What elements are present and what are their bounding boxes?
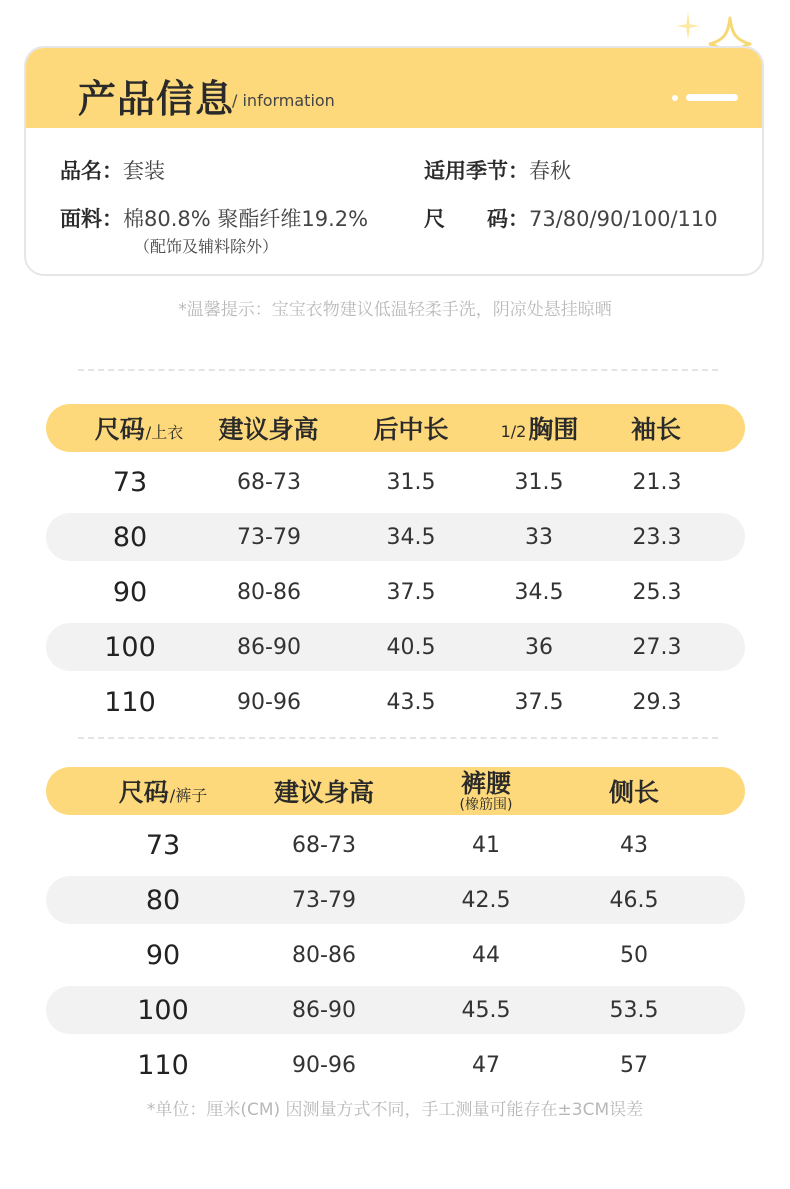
value-cell: 31.5 (514, 469, 564, 495)
divider (78, 369, 718, 371)
value-cell: 25.3 (632, 579, 682, 605)
product-name-label: 品名： (60, 159, 123, 183)
fabric-row (60, 203, 368, 233)
value-cell: 90-96 (237, 689, 301, 715)
size-cell: 110 (137, 1049, 189, 1081)
value-cell: 34.5 (386, 524, 436, 550)
value-cell: 31.5 (386, 469, 436, 495)
pants-table-header (46, 767, 745, 815)
sizes-value: 73/80/90/100/110 (529, 207, 718, 231)
product-name-row (60, 155, 165, 185)
table-row (46, 986, 745, 1034)
care-tip: *温馨提示：宝宝衣物建议低温轻柔手洗，阴凉处悬挂晾晒 (178, 300, 612, 320)
product-name-value: 套装 (123, 159, 165, 183)
value-cell: 43 (620, 832, 648, 858)
value-cell: 47 (472, 1052, 500, 1078)
value-cell: 36 (525, 634, 553, 660)
table-row (46, 876, 745, 924)
size-cell: 100 (137, 994, 189, 1026)
header-height: 建议身高 (218, 415, 319, 444)
header-size-suffix: /裤子 (169, 785, 208, 805)
header-dot (672, 95, 678, 101)
value-cell: 80-86 (237, 579, 301, 605)
size-cell: 80 (145, 884, 181, 916)
value-cell: 43.5 (386, 689, 436, 715)
header-waist (426, 767, 546, 815)
header-size-label: 尺码 (94, 415, 145, 444)
table-row (46, 1041, 745, 1089)
header-waist-note: (橡筋围) (459, 796, 513, 813)
size-cell: 110 (104, 686, 156, 718)
value-cell: 57 (620, 1052, 648, 1078)
value-cell: 40.5 (386, 634, 436, 660)
season-value: 春秋 (529, 159, 571, 183)
size-cell: 90 (112, 576, 148, 608)
value-cell: 29.3 (632, 689, 682, 715)
value-cell: 23.3 (632, 524, 682, 550)
header-size (64, 404, 214, 452)
top-table-header (46, 404, 745, 452)
value-cell: 68-73 (237, 469, 301, 495)
header-side-length: 侧长 (608, 778, 659, 807)
value-cell: 44 (472, 942, 500, 968)
season-label: 适用季节： (424, 159, 529, 183)
value-cell: 86-90 (292, 997, 356, 1023)
header-size-label: 尺码 (118, 778, 169, 807)
size-cell: 90 (145, 939, 181, 971)
product-info-subtitle: / information (232, 91, 335, 110)
divider (78, 737, 718, 739)
table-row (46, 931, 745, 979)
value-cell: 80-86 (292, 942, 356, 968)
header-chest-label: 胸围 (528, 415, 579, 444)
header-chest (469, 404, 609, 452)
fabric-note: （配饰及辅料除外） (134, 237, 279, 256)
table-row (46, 678, 745, 726)
size-cell: 73 (145, 829, 181, 861)
header-size-suffix: /上衣 (145, 422, 184, 442)
value-cell: 21.3 (632, 469, 682, 495)
value-cell: 46.5 (609, 887, 659, 913)
value-cell: 34.5 (514, 579, 564, 605)
table-row (46, 458, 745, 506)
value-cell: 27.3 (632, 634, 682, 660)
header-height: 建议身高 (273, 778, 374, 807)
header-waist-label: 裤腰 (460, 768, 511, 798)
header-chest-fraction: 1/2 (500, 421, 527, 441)
size-cell: 100 (104, 631, 156, 663)
table-row (46, 568, 745, 616)
value-cell: 37.5 (386, 579, 436, 605)
value-cell: 45.5 (461, 997, 511, 1023)
product-info-card (24, 46, 764, 276)
value-cell: 73-79 (237, 524, 301, 550)
header-back-length: 后中长 (373, 415, 449, 444)
fabric-value: 棉80.8% 聚酯纤维19.2% (123, 207, 369, 231)
value-cell: 33 (525, 524, 553, 550)
size-cell: 80 (112, 521, 148, 553)
value-cell: 68-73 (292, 832, 356, 858)
table-row (46, 513, 745, 561)
value-cell: 37.5 (514, 689, 564, 715)
season-row (424, 155, 571, 185)
value-cell: 86-90 (237, 634, 301, 660)
measurement-footnote: *单位：厘米(CM) 因测量方式不同，手工测量可能存在±3CM误差 (146, 1100, 644, 1120)
fabric-label: 面料： (60, 207, 123, 231)
sizes-row (424, 203, 718, 233)
value-cell: 42.5 (461, 887, 511, 913)
value-cell: 90-96 (292, 1052, 356, 1078)
value-cell: 50 (620, 942, 648, 968)
product-info-header (26, 48, 762, 128)
value-cell: 73-79 (292, 887, 356, 913)
size-cell: 73 (112, 466, 148, 498)
product-info-title: 产品信息 (78, 77, 235, 121)
table-row (46, 821, 745, 869)
sizes-label: 尺 码： (424, 207, 529, 231)
header-pill (686, 94, 738, 101)
value-cell: 41 (472, 832, 500, 858)
header-sleeve: 袖长 (630, 415, 681, 444)
table-row (46, 623, 745, 671)
header-size (96, 767, 230, 815)
value-cell: 53.5 (609, 997, 659, 1023)
